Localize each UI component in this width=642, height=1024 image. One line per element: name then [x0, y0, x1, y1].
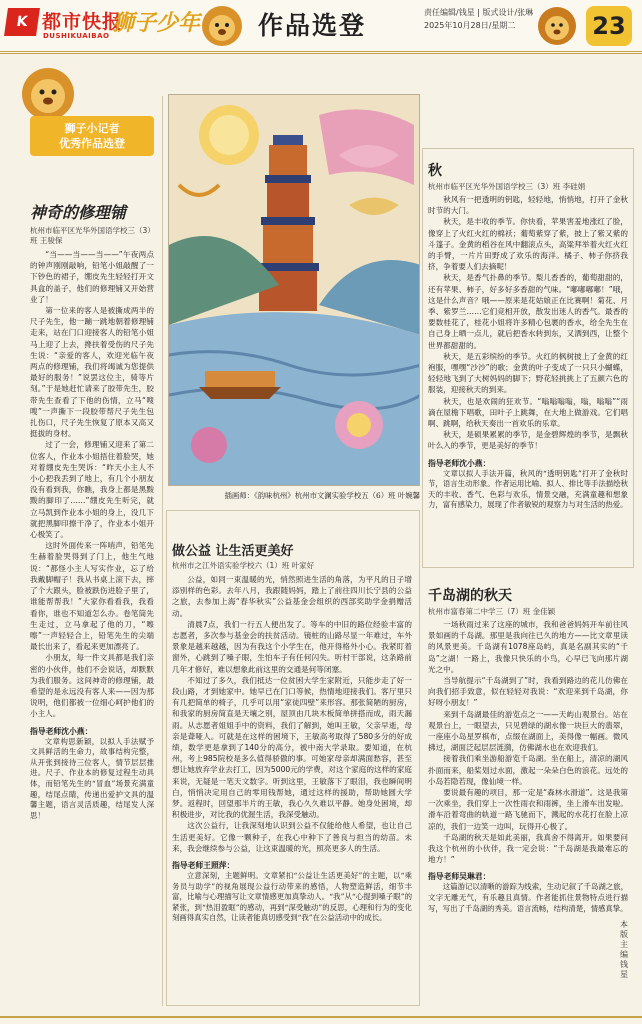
article-byline: 杭州市临平区光华外国语学校三（3）班 王骏保 — [30, 226, 152, 245]
article-byline: 杭州市临平区光华外国语学校三（3）班 李硅娟 — [428, 182, 586, 191]
teacher-note-title: 指导老师沈小燕： — [30, 726, 93, 736]
article-body — [30, 249, 154, 720]
article-body — [428, 619, 628, 865]
banner-line-1: 狮子小记者 — [64, 122, 120, 135]
paragraph: “当——当——当——”午夜两点的钟声刚刚敲响，铅笔小姐敲醒了一下钞色的裙子，绷皮先生轻轻打开文具盒的盖子，他们的修理铺又开始营业了！ — [30, 250, 154, 304]
teacher-note-text: 文章构思新颖，以拟人手法赋予文具鲜活的生命力，故事结构完整，从开张到接待三位客人，情节层层推进。尺子、作业本的修复过程生动具体，而铅笔先生的“冒血”场景充满童趣，结尾点睛，传递出爱护文具的温馨主题，语言灵活质趣，结尾发人深思！ — [30, 736, 154, 820]
teacher-note — [30, 737, 154, 822]
lion-mascot-icon — [194, 2, 250, 56]
brand-name: 都市快报 — [42, 11, 123, 33]
page-number: 23 — [586, 6, 632, 46]
teacher-note-text: 立意深刻，主题鲜明。文章紧扣“公益让生活更美好”的主题，以“乘务员与助学”的视角展现公益行动带来的感悟，人物塑造鲜活，细节丰富，比喻与心理描写让文章情感更加真挚动人。“我”从“心提到嗓子眼”的紧张，到“热泪盈眶”的感动，再到“深受触动”的反思，心理和行为的变化刻画得真实自然，让读者能真切感受到“我”在公益活动中的成长。 — [172, 871, 412, 923]
lion-mascot-icon — [532, 2, 582, 56]
paragraph: 过了一会，修理铺又迎来了第二位客人，作业本小姐捂住着脸哭，她对着绷皮先生哭诉：“昨天小主人不小心把我丢到了地上，有几个小朋友没有看到我，你瞧，我身上都是黑黢黢的脚印了……”绷皮先生听完，就立马凯到作业本小姐的身上，没几下就把黑脚印擦干净了，作业本小姐开心极笑了。 — [30, 440, 154, 540]
featured-banner — [30, 116, 154, 156]
paragraph: 秋天，是香气扑鼻的季节。梨儿香香的，葡萄甜甜的，还有苹果、柿子，好多好多香甜的气味。“嘟嘟嘟嘟！”哦，这是什么声音？哦——原来是花姑娘正在比赛啊！菊花、月季、紫罗兰……它们竞相开放，散发出迷人的香气。最香的要数桂花了，桂花小姐将许多精心包裹的香水，给全先生在自己身上晒一点儿，就后把香水转到东，又洒到西，让整个世界都甜甜的。 — [428, 273, 628, 350]
paragraph: 秋天，是丰收的季节。你快看，苹果害羞地涨红了脸，像穿上了火红火红的棉袄；葡萄紫穿了紫，披上了紫又紫的斗篷子。金黄的稻谷在风中翻滚点头，高粱拜举着火红火红的手臂，一片片田野成了欢乐的海洋。橘子、柿子你挤我挤，争着要人们去摘呢！ — [428, 217, 628, 272]
illustration-painting — [168, 94, 420, 486]
column-divider — [162, 96, 163, 1006]
paragraph: 秋风有一把透明的钥匙，轻轻地，悄悄地，打开了金秋时节的大门。 — [428, 195, 628, 216]
article-body — [428, 194, 628, 452]
paragraph: 秋天，是硕果累累的季节，是金碧辉煌的季节，是飘秋叶么入的季节，更是美好的季节！ — [428, 430, 628, 451]
banner-line-2: 优秀作品选登 — [59, 137, 125, 150]
paragraph: 接着我们乘坐游船游览千岛湖。坐在船上，清凉的湖风扑面而来，船桨划过水面，激起一朵朵白色的浪花。远处的小岛若隐若现，像仙境一样。 — [428, 754, 628, 786]
illustration-caption: 插画师：《韵味杭州》杭州市文澜实验学校五（6）班 叶婉馨 — [224, 491, 420, 500]
teacher-note-text: 这篇游记以清晰的游踪为线索，生动记叙了千岛湖之旅，文字无雕无气，有乐趣且真情。作者能抓住景物特点进行描写，写出了千岛湖的秀美。语言流畅，结构清楚，情感真挚。 — [428, 882, 628, 913]
brand-pinyin: DUSHIKUAIBAO — [43, 32, 110, 40]
teacher-note — [428, 469, 628, 511]
article-body — [172, 574, 412, 854]
article-title: 千岛湖的秋天 — [428, 588, 512, 604]
paragraph: 要说最有趣的项目，那一定是“森林水滑道”。这是我第一次乘坐，我们穿上一次性雨衣和雨裤，坐上滑车出发啦。滑车沿着弯曲的轨道一路飞驰而下，溅起的水花打在脸上凉凉的，我们一边笑一边叫，玩得开心极了。 — [428, 788, 628, 831]
brand-logo: K — [4, 8, 40, 36]
paragraph: 秋天，也是欢闹的狂欢节。“嗡嗡嗡嗡，嗡，嗡嗡”“雨滴在屋檐下唱歌，田叶子上跳舞，在大地上做游戏。它们唱啊、跳啊，给秋天奏出一首欢乐的乐章。 — [428, 396, 628, 429]
teacher-note-title: 指导老师沈小燕： — [428, 458, 491, 468]
paragraph: 第一位来的客人是被撕成两半的尺子先生，他一蹦一跳地朝着修理铺走来，站在门口迎接客人的铅笔小姐马上迎了上去，搀扶着受伤的尺子先生说：“亲爱的客人，欢迎光临午夜两点的修理铺，我们将竭诚为您提供最好的服务！”说罢这位主，骑等片刻。”于是她赶忙请来了胶带先生，胶带先生查看了下他的伤情，立马“嗖嗖”一声撕下一段胶带帮尺子先生包扎伤口，尺子先生恢复了原本又高又挺拔的身材。 — [30, 306, 154, 439]
brand-slogan: 狮子少年 — [112, 10, 201, 36]
article-charity — [172, 540, 412, 924]
editor-line: 责任编辑/钱星 | 版式设计/张琳 — [424, 8, 534, 17]
article-title: 秋 — [428, 163, 442, 179]
article-byline: 杭州市之江外语实验学校六（1）班 叶家好 — [172, 561, 315, 570]
editor-credit-vertical: 本版主编 钱星 — [620, 920, 628, 979]
paragraph: 千岛湖的秋天是如此美丽，我真舍不得离开。如果要问我这个杭州的小伙伴，我一定会说：“千岛湖是我最难忘的地方！” — [428, 832, 628, 865]
paragraph: 清晨7点，我们一行五人便出发了。等车的中旧的路位经验丰富的志愿者，多次参与基金会的扶贫活动。镜桩的山路尽显一年难过，车外景象是越来越越，因为有我这个小学生在，他开得格外小心。我紧盯着窗外，心跳到了嗓子眼，生怕车子有任何闪失。听村干部说，这条路前几年才修好，难以想象此前这里的交通是何等闭塞。 — [172, 619, 412, 674]
masthead — [0, 0, 642, 54]
paragraph: 不知过了多久，我们抵达一位贫困大学生家附近，只能步走了好一段山路，才到她家中。她早已在门口等候，热情地迎接我们。客厅里只有几把简单的椅子，几乎可以用“家徒四壁”来形容。那张简陋的厨房，和我家的厨房简直是天壤之别，屋顶由几块木板简单拼搭而成，雨天漏雨。从志愿者姐姐手中的资料，我们了解到，她叫王敏，父亲早逝，母亲是聋哑人。可就是在这样的困境下，王敏高考取得了580多分的好成绩，数学更是拿到了140分的高分，被中南大学录取。要知道，在杭州，考上985院校是多么值得骄傲的事。可她家母亲却满面愁容，甚至想让她放弃学业去打工，因为5000元的学费，对这个家庭的这样的家庭来说，无疑是一笔天文数字。听到这里，王敏落下了眼泪，我也瞬间明白，悄悄决定用自己的零用钱帮她，通过这样的援助，帮助她圆大学梦。返程时，回望那半片的王敏，我心久久难以平静。她身处困境，却积极进步，对比我的优渥生活，我深受触动。 — [172, 675, 412, 820]
paragraph: 小朋友，每一件文具都是我们亲密的小伙伴，他们不会说话，却默默为我们服务。这间神奇的修理铺，最希望的是永远没有客人来——因为那说明，他们都被一位细心呵护他们的小主人。 — [30, 653, 154, 719]
article-autumn — [428, 160, 628, 511]
paragraph: 来到千岛湖最佳的游览点之一——天屿山观景台。站在观景台上，一眼望去，只见碧绿的湖水像一块巨大的翡翠，一座座小岛星罗棋布，点缀在湖面上，美得像一幅画。微风拂过，湖面泛起层层涟漪，仿佛湖水也在欢迎我们。 — [428, 709, 628, 753]
paragraph: 公益，如同一束温暖的光，悄然照进生活的角落，为平凡的日子增添别样的色彩。去年八月，我跟随妈妈，踏上了前往四川长宁县的公益之旅，去参加上海“春华秋实”公益基金会组织的西部奖助学金捐赠活动。 — [172, 575, 412, 618]
paragraph: 当导航提示“千岛湖到了”时，我看到路边的花儿仿佛在向我们招手致意，似在轻轻对我说：“欢迎来到千岛湖，你好呀小朋友！” — [428, 676, 628, 708]
teacher-note-title: 指导老师吴琳君： — [428, 872, 491, 882]
teacher-note-title: 指导老师王照萍： — [172, 861, 235, 871]
teacher-note — [172, 871, 412, 924]
paragraph: 一场秋雨过来了这座的城市，我和爸爸妈妈开车前往风景如画的千岛湖。那里是我向往已久的地方——比文章里读的风景更美。千岛湖有1078座岛屿，真是名副其实的“千岛”之湖！一路上，我像只快乐的小鸟，心早已飞向那片湖光之中。 — [428, 620, 628, 674]
teacher-note — [428, 882, 628, 914]
article-byline: 杭州市富春第二中学三（7）班 金佳颖 — [428, 607, 556, 616]
article-repair-shop — [30, 200, 154, 821]
article-title: 神奇的修理铺 — [30, 203, 127, 222]
article-qiandao-lake — [428, 585, 628, 914]
article-title: 做公益 让生活更美好 — [172, 544, 294, 559]
teacher-note-text: 文章以拟人手法开篇，秋风的“透明钥匙”打开了金秋时节，语言生动形象。作者运用比喻、拟人、排比等手法描绘秋天的丰收、香气、色彩与欢乐，情景交融，充满童趣和想象力，富有感染力，展现了作者敏锐的观察力与对生活的热爱。 — [428, 468, 628, 510]
edition-meta — [424, 6, 533, 32]
paragraph: 这次公益行，让我深刻地认识到公益不仅能给他人希望，也让自己生活更美好。它像一颗种子，在我心中种下了善良与担当的幼苗。未来，我会继续参与公益，让这束温暖的光，照亮更多人的生活。 — [172, 821, 412, 853]
paragraph: 这时外面传来一阵哨声，铅笔先生赫着脸哭得到了门上，他生气地说：“都怪小主人写实作业，忘了给我戴脚帽子！我从书桌上滚下去，摔了个大跟头，脸被跌伤进脸子里了，谁能帮帮我！”大家你看看我，我看看你，谁也不知道怎么办。卷笔筒先生走过，立马拿起了他的刀，“嚓嚓”一声轻轻合上，铅笔先生的尖端最长出来了，看起来更加漂亮了。 — [30, 541, 154, 652]
paragraph: 秋天，是五彩缤纷的季节。火红的枫树披上了金黄的红袍服，嘿嘿“沙沙”的歌；金黄的叶子变成了一只只小蝴蝶，轻轻地飞到了大树妈妈的脚下；野花轻挑挑上了五颜六色的服装，迎接秋天的到来。 — [428, 351, 628, 395]
section-title: 作品选登 — [258, 11, 367, 40]
date-line: 2025年10月28日/星期二 — [424, 21, 516, 30]
bottom-rule — [0, 1016, 642, 1018]
